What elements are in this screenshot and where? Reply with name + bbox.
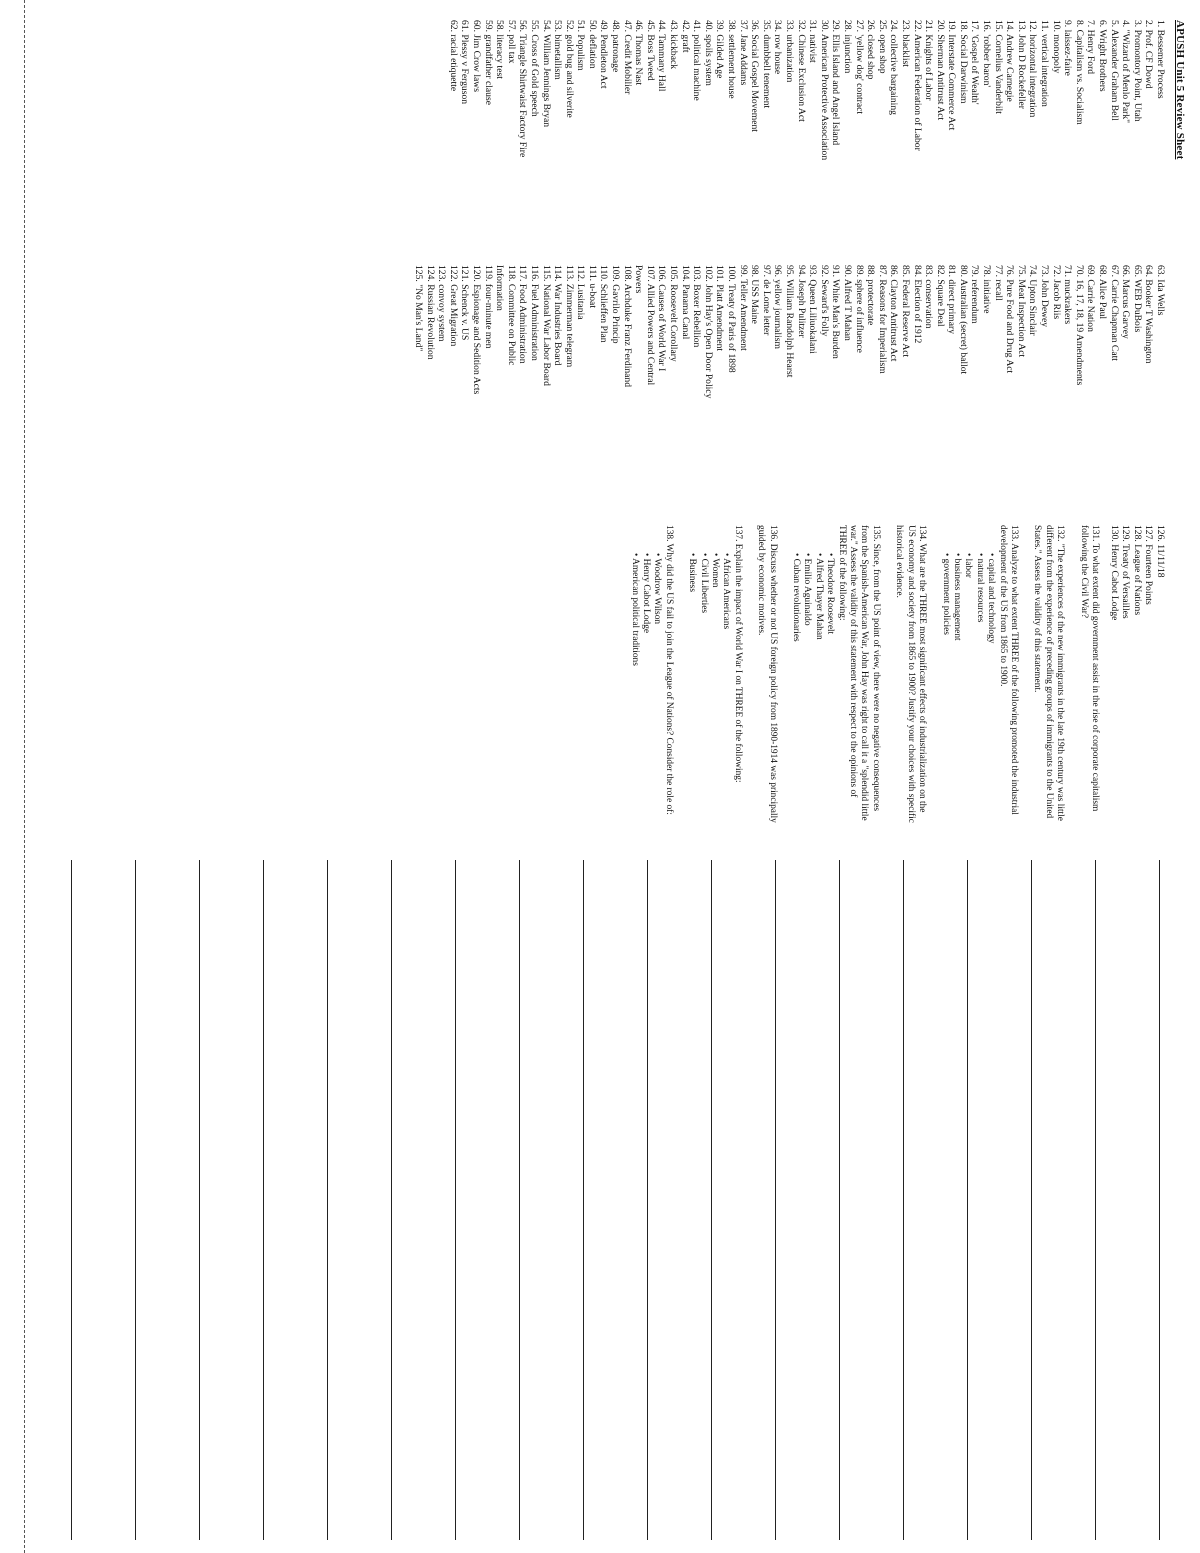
answer-lines [0,860,1200,1540]
term-item: 61. Plessy v Ferguson [459,20,471,105]
term-item: 56. Triangle Shirtwaist Factory Fire [517,20,529,158]
term-item: 103. Boxer Rebellion [691,265,703,348]
term-item: 57. poll tax [505,20,517,64]
term-item: 30. American Protective Association [818,20,830,161]
term-item: 85. Federal Reserve Act [899,265,911,358]
term-item: 34. row house [772,20,784,75]
question-bullet: • Woodrow Wilson [652,553,663,625]
term-item: 46. Thomas Nast [633,20,645,86]
term-item: 21. Knights of Labor [923,20,935,101]
term-item: 1. Bessemer Process [1155,20,1166,99]
term-item: Information [494,265,506,311]
answer-line [1095,860,1096,1540]
term-item: 37. Jane Addams [737,20,749,86]
term-item: 98. USS Maine [749,265,761,324]
essay-question [628,525,674,825]
term-item: 102. John Hay's Open Door Policy [702,265,714,399]
term-item: 23. blacklist [899,20,911,67]
essay-question [1031,525,1065,825]
question-bullet: • Cuban revolutionaries [791,553,802,642]
term-item: 44. Tammany Hall [656,20,668,92]
term-item: 41. political machine [691,20,703,101]
term-item: 124. Russian Revolution [424,265,436,360]
term-item: 109. Gavrilo Princip [610,265,622,344]
answer-line [135,860,136,1540]
term-item: 36. Social Gospel Movement [749,20,761,132]
term-item: 40. spoils system [702,20,714,86]
term-item: 79. referendum [969,265,981,324]
essay-question [790,525,881,825]
term-item: 127. Fourteen Points [1143,525,1155,605]
answer-line [583,860,584,1540]
term-item: 64. Booker T Washington [1143,265,1155,364]
term-item: 4. "Wizard of Menlo Park" [1120,20,1132,124]
term-item: 55. Cross of Gold speech [528,20,540,117]
answer-line [1031,860,1032,1540]
term-item: 69. Carrie Nation [1085,265,1097,332]
answer-line [903,860,904,1540]
term-item: 15. Cornelius Vanderbilt [992,20,1004,114]
term-item: 120. Espionage and Sedition Acts [470,265,482,395]
term-item: 14. Andrew Carnegie [1004,20,1016,102]
term-item: 82. Square Deal [934,265,946,327]
term-item: 33. urbanization [784,20,795,83]
term-item: 53. bimetallism [552,20,564,80]
question-bullet: • labor [963,553,974,578]
term-item: 92. Seward's Folly [818,265,830,337]
term-item: 67. Carrie Chapman Catt [1108,265,1120,361]
question-bullet: • Emilio Aguinaldo [802,553,813,626]
term-item: 81. direct primary [946,265,958,334]
term-item: 128. League of Nations [1131,525,1143,616]
term-item: 119. four-minute men [482,265,494,349]
question-bullet: • business management [951,553,962,641]
term-item: 112. Lusitania [575,265,587,320]
term-item: 54. William Jennings Bryan [540,20,552,128]
question-bullet: • Civil Liberties [698,553,709,614]
term-item: 75. Meat Inspection Act [1015,265,1027,358]
term-item: 108. Archduke Franz Ferdinand [621,265,633,388]
term-item: 117. Food Administration [517,265,529,364]
term-item: 28. injunction [841,20,853,74]
term-item: 8. Capitalism vs. Socialism [1073,20,1085,125]
term-item: 45. Boss Tweed [644,20,656,81]
term-item: Powers [633,265,645,294]
term-item: 114. War Industries Board [552,265,564,366]
term-item: 73. John Dewey [1039,265,1051,328]
term-item: 77. recall [992,265,1004,301]
term-item: 104. Panama Canal [679,265,691,340]
term-item: 2. Prof. CF Dowd [1143,20,1155,89]
essay-question [939,525,1019,825]
answer-line [647,860,648,1540]
answer-line [839,860,840,1540]
answer-line [263,860,264,1540]
term-item: 71. muckrakers [1062,265,1074,325]
essay-questions [616,525,1100,825]
term-item: 63. Ida Wells [1155,265,1166,316]
essay-question [686,525,743,825]
term-item: 66. Marcus Garvey [1120,265,1132,339]
term-item: 121. Schenck v. US [459,265,471,341]
term-item: 90. Alfred T Mahan [841,265,853,341]
term-item: 110. Schlieffen Plan [598,265,610,343]
term-item: 19. Interstate Commerce Act [946,20,958,131]
answer-line [71,860,72,1540]
term-item: 126. 11/11/18 [1155,525,1166,578]
term-item: 31. nativist [807,20,819,63]
term-item: 86. Clayton Antitrust Act [888,265,900,362]
term-item: 59. grandfather clause [482,20,494,105]
question-bullet: • Business [687,553,698,592]
term-item: 20. Sherman Antitrust Act [934,20,946,121]
answer-line [455,860,456,1540]
term-item: 76. Pure Food and Drug Act [1004,265,1016,374]
question-bullet: • African Americans [721,553,732,630]
question-text: 136. Discuss whether or not US foreign policy from 1890-1914 was principally guided by economic motives. [756,525,778,823]
term-item: 22. American Federation of Labor [911,20,923,151]
term-item: 42. graft [679,20,691,53]
question-bullet: • American political traditions [629,553,640,666]
question-text: 135. Since, from the US point of view, there were no negative consequences from the Spanish-American War, John Hay was right to call it a "splendid little war." Assess the validity of this statement with respect to the opinions of THREE of the following: [836,525,881,821]
question-text: 132. "The experiences of the new immigrants in the late 19th century was little different from the experience of preceding groups of immigrants to the United States." Assess the validity of this statement. [1032,525,1066,821]
term-item: 47. Credit Mobilier [621,20,633,95]
term-item: 38. settlement house [726,20,738,99]
term-item: 10. monopoly [1050,20,1062,74]
question-bullet: • Theodore Roosevelt [825,553,836,635]
answer-line [711,860,712,1540]
term-item: 32. Chinese Exclusion Act [795,20,807,122]
term-item: 80. Australian (secret) ballot [957,265,969,375]
question-bullet: • capital and technology [986,553,997,644]
term-item: 9. laissez-faire [1062,20,1074,76]
terms-column-1 [447,20,1166,160]
term-item: 105. Roosevelt Corollary [668,265,680,362]
term-item: 84. Election of 1912 [911,265,923,344]
term-item: 5. Alexander Graham Bell [1108,20,1120,121]
term-item: 17. 'Gospel of Wealth' [969,20,981,105]
term-item: 39. Gilded Age [714,20,726,79]
answer-line [967,860,968,1540]
term-item: 11. vertical integration [1039,20,1051,107]
term-item: 83. conservation [923,265,935,329]
term-item: 24. collective bargaining [888,20,900,115]
term-item: 111. u-boat [586,265,598,308]
term-item: 62. racial etiquette [447,20,459,92]
term-item: 89. sphere of influence [853,265,865,353]
term-item: 13. John D Rockefeller [1015,20,1027,109]
term-item: 116. Fuel Administration [528,265,540,361]
term-item: 48. patronage [610,20,622,73]
question-text: 131. To what extent did government assist in the rise of corporate capitalism following the Civil War? [1078,525,1100,812]
terms-column-2 [412,265,1166,398]
term-item: 29. Ellis Island and Angel Island [830,20,842,146]
term-item: 87. Reasons for Imperialism [876,265,888,374]
term-item: 118. Committee on Public [505,265,517,366]
question-text: 137. Explain the impact of World War I on THREE of the following: [732,525,743,783]
term-item: 26. closed shop [865,20,877,80]
term-item: 100. Treaty of Paris of 1898 [726,265,738,373]
answer-line [775,860,776,1540]
term-item: 99. Teller Amendment [737,265,749,351]
term-item: 6. Wright Brothers [1097,20,1109,92]
essay-question [755,525,778,825]
answer-line [199,860,200,1540]
question-bullet: • natural resources [974,553,985,623]
term-item: 107. Allied Powers and Central [644,265,656,386]
terms-column-3 [1108,525,1166,620]
term-item: 70. 16, 17, 18, 19 Amendments [1073,265,1085,386]
term-item: 58. literacy test [494,20,506,79]
term-item: 97. de Lome letter [760,265,772,336]
term-item: 3. Promontory Point, Utah [1131,20,1143,122]
question-text: 138. Why did the US fail to join the League of Nations? Consider the role of: [663,525,674,815]
term-item: 130. Henry Cabot Lodge [1108,525,1120,621]
term-item: 93. Queen Liliuokalani [807,265,819,354]
question-bullet: • Alfred Thayer Mahan [813,553,824,640]
term-item: 18. Social Darwinism [957,20,969,104]
term-item: 25. open shop [876,20,888,74]
term-item: 12. horizontal integration [1027,20,1039,118]
term-item: 74. Upton Sinclair [1027,265,1039,336]
term-item: 68. Alice Paul [1097,265,1109,320]
question-bullet: • government policies [940,553,951,635]
term-item: 49. Pendleton Act [598,20,610,89]
term-item: 113. Zimmerman telegram [563,265,575,368]
term-item: 27. 'yellow dog' contract [853,20,865,115]
term-item: 60. Jim Crow laws [470,20,482,92]
term-item: 7. Henry Ford [1085,20,1097,75]
term-item: 52. gold bug and silverite [563,20,575,118]
term-item: 16. 'robber baron' [981,20,993,88]
term-item: 65. WEB DuBois [1131,265,1143,333]
answer-line [1159,860,1160,1540]
answer-line [391,860,392,1540]
question-bullet: • Women [710,553,721,588]
term-item: 72. Jacob Riis [1050,265,1062,320]
question-bullet: • Henry Cabot Lodge [641,553,651,634]
term-item: 96. yellow journalism [772,265,784,349]
essay-question [1077,525,1100,825]
term-item: 35. dumbbell tenement [760,20,772,109]
term-item: 123. convoy system [436,265,448,342]
term-item: 101. Platt Amendment [714,265,726,352]
term-item: 91. White Man's Burden [830,265,842,359]
term-item: 129. Treaty of Versailles [1120,525,1132,619]
term-item: 94. Joseph Pulitzer [795,265,807,338]
term-item: 50. deflation [586,20,598,69]
term-item: 51. Populism [575,20,587,71]
term-item: 106. Causes of World War I [656,265,668,372]
question-text: 134. What are the THREE most significant effects of industrialization on the US economy and society from 1865 to 1900? Justify your choices with specific historical evidence. [894,525,928,823]
page-title: APUSH Unit 5 Review Sheet [1174,20,1186,160]
term-item: 125. "No Man's Land" [413,265,424,352]
term-item: 95. William Randolph Hearst [784,265,795,378]
term-item: 88. protectorate [865,265,877,326]
term-item: 122. Great Migration [447,265,459,347]
answer-line [519,860,520,1540]
answer-line [327,860,328,1540]
essay-question [893,525,927,825]
term-item: 78. initiative [981,265,993,314]
term-item: 115. National War Labor Board [540,265,552,386]
term-item: 43. kickback [668,20,680,70]
question-text: 133. Analyze to what extent THREE of the following promoted the industrial development of the US from 1865 to 1900. [997,525,1019,815]
